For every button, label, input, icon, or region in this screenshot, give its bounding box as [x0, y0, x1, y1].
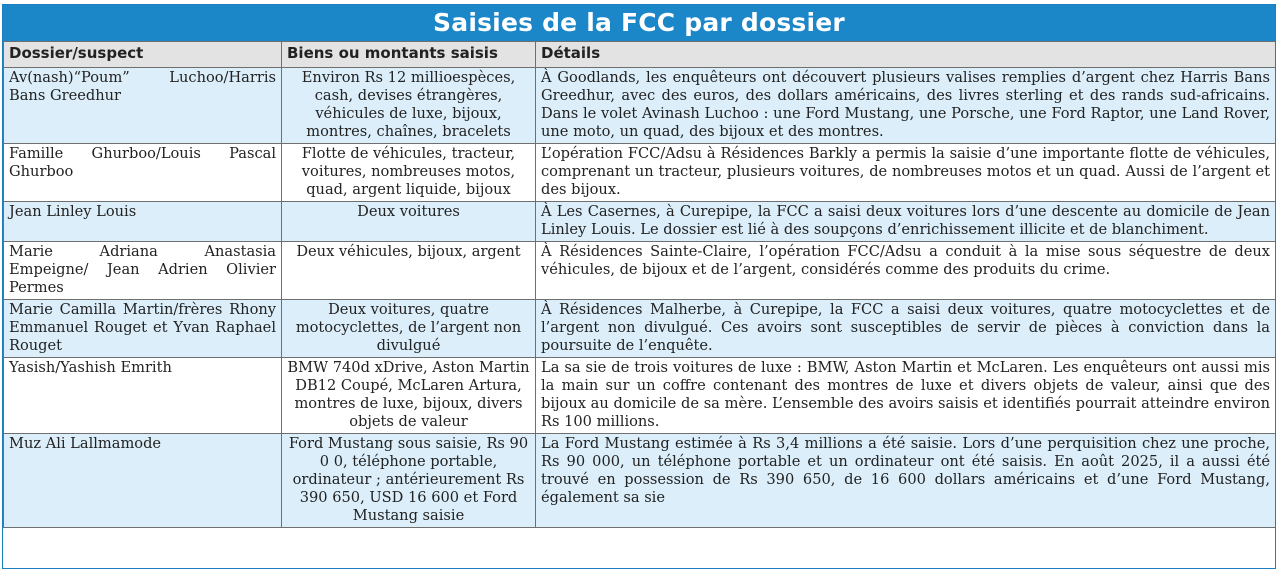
table-row: [4, 434, 1276, 528]
column-header-assets: Biens ou montants saisis: [282, 42, 536, 68]
suspect-cell: Muz Ali Lallmamode: [4, 434, 282, 528]
assets-cell: Deux voitures, quatre motocyclettes, de l’argent non divulgué: [282, 300, 536, 358]
column-header-details: Détails: [536, 42, 1276, 68]
table-row: [4, 242, 1276, 300]
table-row: [4, 144, 1276, 202]
details-cell: À Résidences Sainte-Claire, l’opération FCC/Adsu a conduit à la mise sous séquestre de deux véhicules, de bijoux et de l’argent, considérés comme des produits du crime.: [536, 242, 1276, 300]
assets-cell: Flotte de véhicules, tracteur, voitures, nombreuses motos, quad, argent liquide, bijoux: [282, 144, 536, 202]
assets-cell: Deux voitures: [282, 202, 536, 242]
suspect-cell: Famille Ghurboo/Louis Pascal Ghurboo: [4, 144, 282, 202]
details-cell: La sa sie de trois voitures de luxe : BMW, Aston Martin et McLaren. Les enquêteurs ont aussi mis la main sur un coffre contenant des montres de luxe et divers objets de valeur, ainsi que des bijoux au domicile de sa mère. L’ensemble des avoirs saisis et identifiés pourrait atteindre environ Rs 100 millions.: [536, 358, 1276, 434]
column-header-suspect: Dossier/suspect: [4, 42, 282, 68]
suspect-cell: Marie Camilla Martin/frères Rhony Emmanuel Rouget et Yvan Raphael Rouget: [4, 300, 282, 358]
details-cell: La Ford Mustang estimée à Rs 3,4 millions a été saisie. Lors d’une perquisition chez une proche, Rs 90 000, un téléphone portable et un ordinateur ont été saisis. En août 2025, il a aussi été trouvé en possession de Rs 390 650, de 16 600 dollars américains et d’une Ford Mustang, également sa sie: [536, 434, 1276, 528]
assets-cell: Deux véhicules, bijoux, argent: [282, 242, 536, 300]
seizures-table: [3, 41, 1276, 528]
suspect-cell: Yasish/Yashish Emrith: [4, 358, 282, 434]
assets-cell: BMW 740d xDrive, Aston Martin DB12 Coupé, McLaren Artura, montres de luxe, bijoux, divers objets de valeur: [282, 358, 536, 434]
table-row: [4, 300, 1276, 358]
page-title: Saisies de la FCC par dossier: [3, 5, 1275, 41]
assets-cell: Environ Rs 12 millioespèces, cash, devises étrangères, véhicules de luxe, bijoux, montres, chaînes, bracelets: [282, 68, 536, 144]
details-cell: L’opération FCC/Adsu à Résidences Barkly a permis la saisie d’une importante flotte de véhicules, comprenant un tracteur, plusieurs voitures, de nombreuses motos et un quad. Aussi de l’argent et des bijoux.: [536, 144, 1276, 202]
details-cell: À Résidences Malherbe, à Curepipe, la FCC a saisi deux voitures, quatre motocyclettes et de l’argent non divulgué. Ces avoirs sont susceptibles de servir de pièces à conviction dans la poursuite de l’enquête.: [536, 300, 1276, 358]
suspect-cell: Marie Adriana Anastasia Empeigne/ Jean Adrien Olivier Permes: [4, 242, 282, 300]
details-cell: À Goodlands, les enquêteurs ont découvert plusieurs valises remplies d’argent chez Harris Bans Greedhur, avec des euros, des dollars américains, des livres sterling et des rands sud-africains. Dans le volet Avinash Luchoo : une Ford Mustang, une Porsche, une Ford Raptor, une Land Rover, une moto, un quad, des bijoux et des montres.: [536, 68, 1276, 144]
header-row: [4, 42, 1276, 68]
table-row: [4, 358, 1276, 434]
table-row: [4, 202, 1276, 242]
table-row: [4, 68, 1276, 144]
details-cell: À Les Casernes, à Curepipe, la FCC a saisi deux voitures lors d’une descente au domicile de Jean Linley Louis. Le dossier est lié à des soupçons d’enrichissement illicite et de blanchiment.: [536, 202, 1276, 242]
seizures-infographic: [2, 4, 1276, 569]
assets-cell: Ford Mustang sous saisie, Rs 90 0 0, téléphone portable, ordinateur ; antérieurement Rs 390 650, USD 16 600 et Ford Mustang saisie: [282, 434, 536, 528]
suspect-cell: Jean Linley Louis: [4, 202, 282, 242]
suspect-cell: Av(nash)“Poum” Luchoo/Harris Bans Greedhur: [4, 68, 282, 144]
